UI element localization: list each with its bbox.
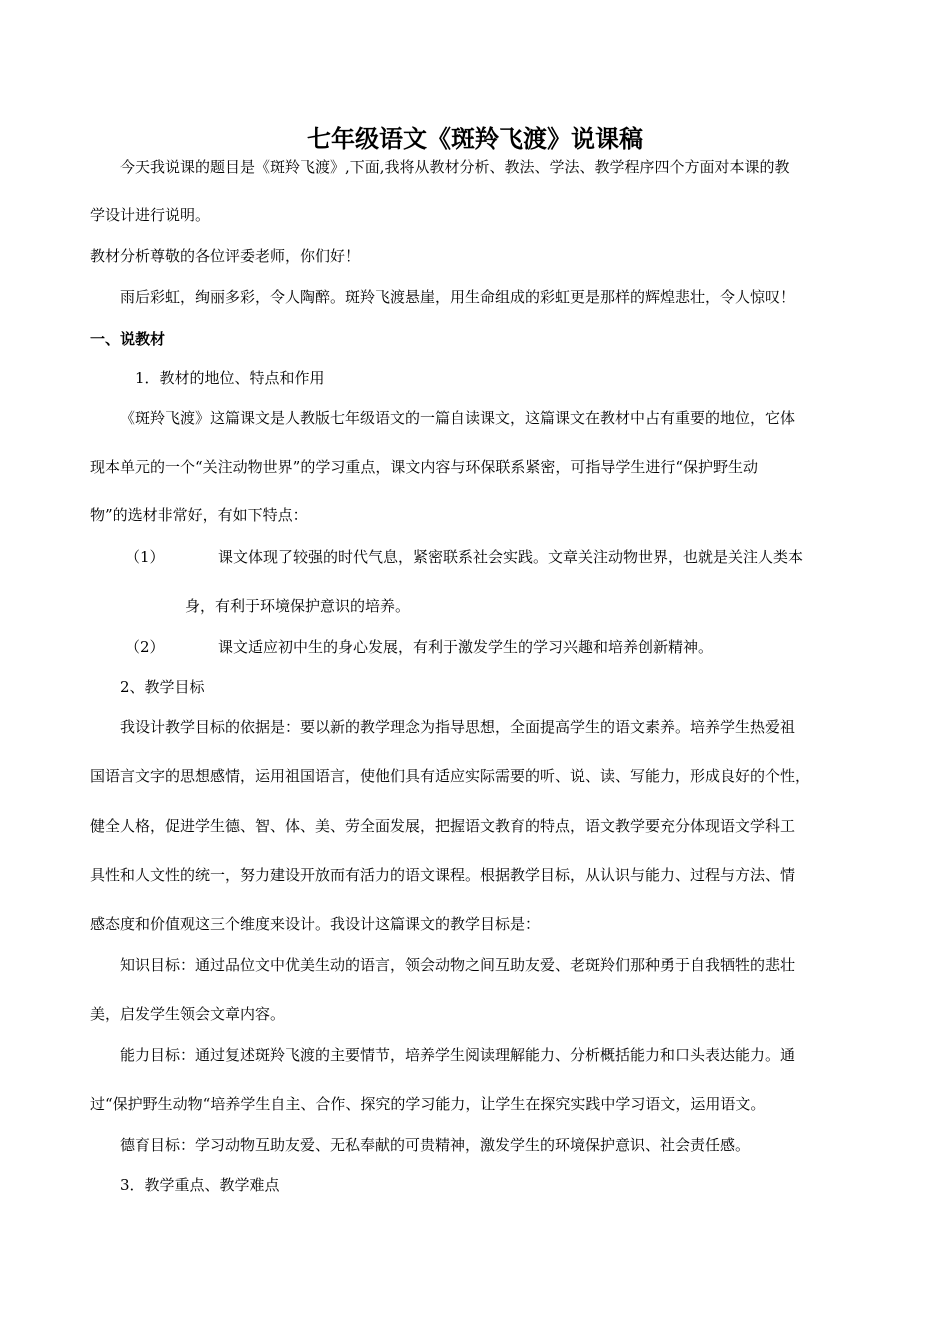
ability-goal-line: 过“保护野生动物“培养学生自主、合作、探究的学习能力，让学生在探究实践中学习语文，运用语文。 — [90, 1095, 766, 1113]
paragraph-line: 感态度和价值观这三个维度来设计。我设计这篇课文的教学目标是： — [90, 915, 541, 933]
paragraph-line: 国语言文字的思想感情，运用祖国语言，使他们具有适应实际需要的听、说、读、写能力，形成良好的个性， — [90, 767, 811, 785]
moral-goal-line: 德育目标：学习动物互助友爱、无私奉献的可贵精神，激发学生的环境保护意识、社会责任感。 — [120, 1136, 751, 1154]
list-number: （1） — [125, 548, 165, 566]
intro-line-4: 雨后彩虹，绚丽多彩，令人陶醉。斑羚飞渡悬崖，用生命组成的彩虹更是那样的辉煌悲壮，令人惊叹！ — [120, 288, 796, 306]
list-item-line: 课文适应初中生的身心发展，有利于激发学生的学习兴趣和培养创新精神。 — [218, 638, 714, 656]
ability-goal-line: 能力目标：通过复述斑羚飞渡的主要情节，培养学生阅读理解能力、分析概括能力和口头表达能力。通 — [120, 1046, 796, 1064]
subsection-heading-3: 3．教学重点、教学难点 — [120, 1176, 280, 1194]
knowledge-goal-line: 知识目标：通过品位文中优美生动的语言，领会动物之间互助友爱、老斑羚们那种勇于自我牺牲的悲壮 — [120, 956, 796, 974]
paragraph-line: 物”的选材非常好，有如下特点： — [90, 506, 308, 524]
intro-line-1: 今天我说课的题目是《斑羚飞渡》,下面,我将从教材分析、教法、学法、教学程序四个方面对本课的教 — [120, 158, 790, 176]
list-item-line: 身，有利于环境保护意识的培养。 — [185, 597, 411, 615]
intro-line-3: 教材分析尊敬的各位评委老师，你们好！ — [90, 247, 361, 265]
paragraph-line: 健全人格，促进学生德、智、体、美、劳全面发展，把握语文教育的特点，语文教学要充分体现语文学科工 — [90, 817, 796, 835]
subsection-heading-2: 2、教学目标 — [120, 678, 205, 696]
paragraph-line: 具性和人文性的统一，努力建设开放而有活力的语文课程。根据教学目标，从认识与能力、过程与方法、情 — [90, 866, 796, 884]
subsection-heading-1: 1．教材的地位、特点和作用 — [135, 369, 325, 387]
page-title: 七年级语文《斑羚飞渡》说课稿 — [307, 124, 643, 153]
paragraph-line: 《斑羚飞渡》这篇课文是人教版七年级语文的一篇自读课文，这篇课文在教材中占有重要的地位，它体 — [120, 409, 796, 427]
paragraph-line: 现本单元的一个“关注动物世界”的学习重点，课文内容与环保联系紧密，可指导学生进行“保护野生动 — [90, 458, 759, 476]
knowledge-goal-line: 美，启发学生领会文章内容。 — [90, 1005, 286, 1023]
list-number: （2） — [125, 638, 165, 656]
paragraph-line: 我设计教学目标的依据是：要以新的教学理念为指导思想，全面提高学生的语文素养。培养学生热爱祖 — [120, 718, 796, 736]
intro-line-2: 学设计进行说明。 — [90, 206, 211, 224]
section-heading: 一、说教材 — [90, 330, 166, 348]
list-item-line: 课文体现了较强的时代气息，紧密联系社会实践。文章关注动物世界，也就是关注人类本 — [218, 548, 804, 566]
